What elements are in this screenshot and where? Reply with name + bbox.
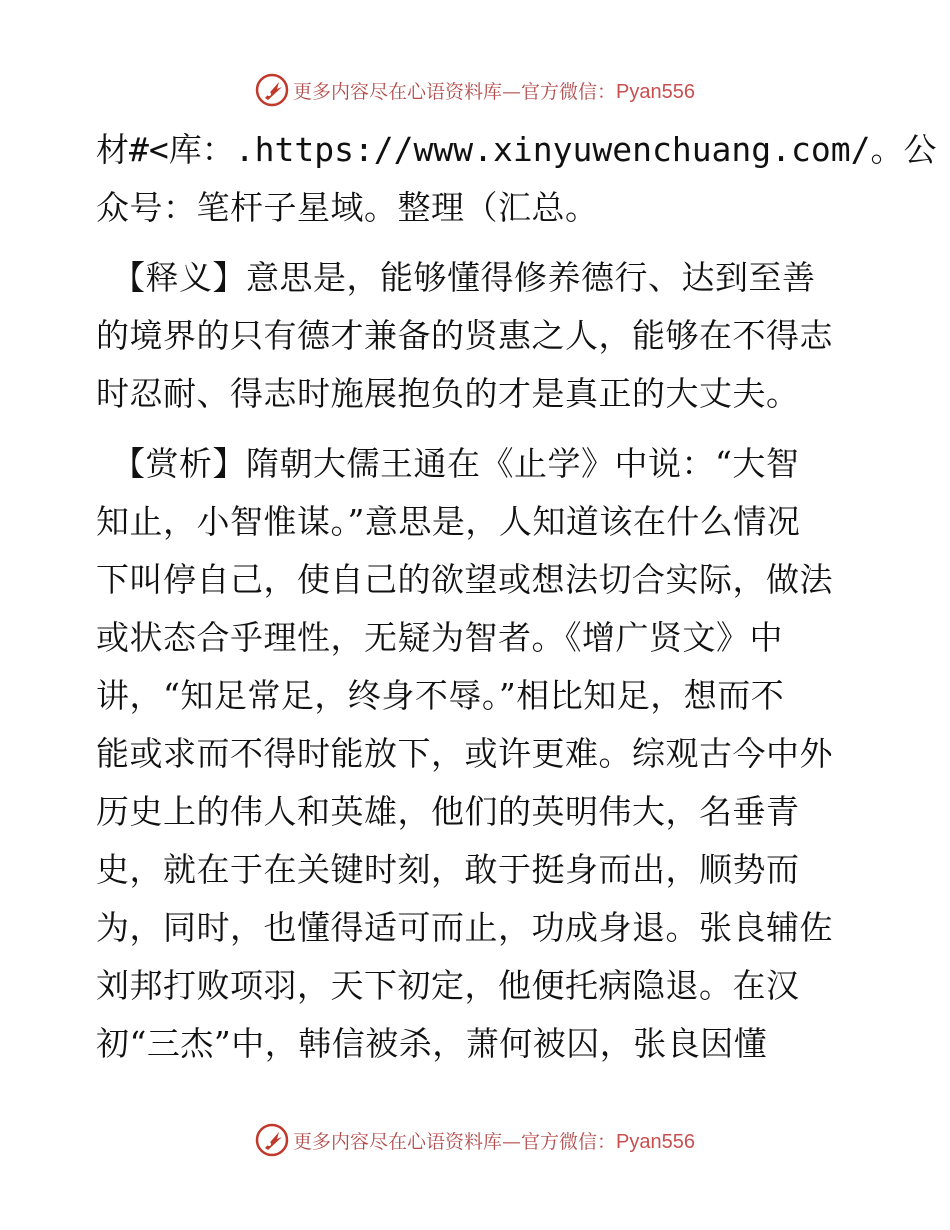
shiyi-line: 时忍耐、得志时施展抱负的才是真正的大丈夫。 — [96, 374, 800, 413]
shangxi-paragraph — [96, 435, 852, 1073]
shangxi-line: 为，同时，也懂得适可而止，功成身退。张良辅佐 — [96, 908, 833, 947]
shangxi-line: 【赏析】隋朝大儒王通在《止学》中说：“大智 — [112, 444, 800, 483]
shiyi-paragraph — [96, 249, 852, 423]
shiyi-line: 【释义】意思是，能够懂得修养德行、达到至善 — [112, 258, 816, 297]
shangxi-line: 初“三杰”中，韩信被杀，萧何被囚，张良因懂 — [96, 1024, 768, 1063]
header-brand-text: 更多内容尽在心语资料库 — [293, 80, 503, 103]
quill-logo-icon — [255, 1123, 289, 1157]
footer-banner — [0, 1120, 950, 1160]
shangxi-line: 下叫停自己，使自己的欲望或想法切合实际，做法 — [96, 560, 833, 599]
header-banner — [0, 70, 950, 110]
shangxi-line: 历史上的伟人和英雄，他们的英明伟大，名垂青 — [96, 792, 800, 831]
footer-separator: — — [502, 1130, 522, 1153]
footer-wechat-label: 官方微信： — [521, 1130, 617, 1153]
quill-logo-icon — [255, 73, 289, 107]
header-wechat-label: 官方微信： — [521, 80, 617, 103]
header-separator: — — [502, 80, 522, 103]
header-banner-text — [293, 77, 695, 104]
shangxi-line: 或状态合乎理性，无疑为智者。《增广贤文》中 — [96, 618, 783, 657]
shangxi-line: 史，就在于在关键时刻，敢于挺身而出，顺势而 — [96, 850, 800, 889]
shangxi-line: 能或求而不得时能放下，或许更难。综观古今中外 — [96, 734, 833, 773]
shangxi-line: 知止，小智惟谋。”意思是，人知道该在什么情况 — [96, 502, 801, 541]
shangxi-line: 刘邦打败项羽，天下初定，他便托病隐退。在汉 — [96, 966, 800, 1005]
footer-brand-text: 更多内容尽在心语资料库 — [293, 1130, 503, 1153]
document-body — [96, 121, 937, 1073]
intro-line: 材#<库：.https://www.xinyuwenchuang.com/。公 — [96, 130, 937, 169]
header-wechat-handle: Pyan556 — [616, 80, 695, 103]
intro-line: 众号：笔杆子星域。整理（汇总。 — [96, 188, 599, 227]
intro-paragraph — [96, 121, 937, 237]
footer-wechat-handle: Pyan556 — [616, 1130, 695, 1153]
shangxi-line: 讲，“知足常足，终身不辱。”相比知足，想而不 — [96, 676, 785, 715]
footer-banner-text — [293, 1127, 695, 1154]
shiyi-line: 的境界的只有德才兼备的贤惠之人，能够在不得志 — [96, 316, 833, 355]
